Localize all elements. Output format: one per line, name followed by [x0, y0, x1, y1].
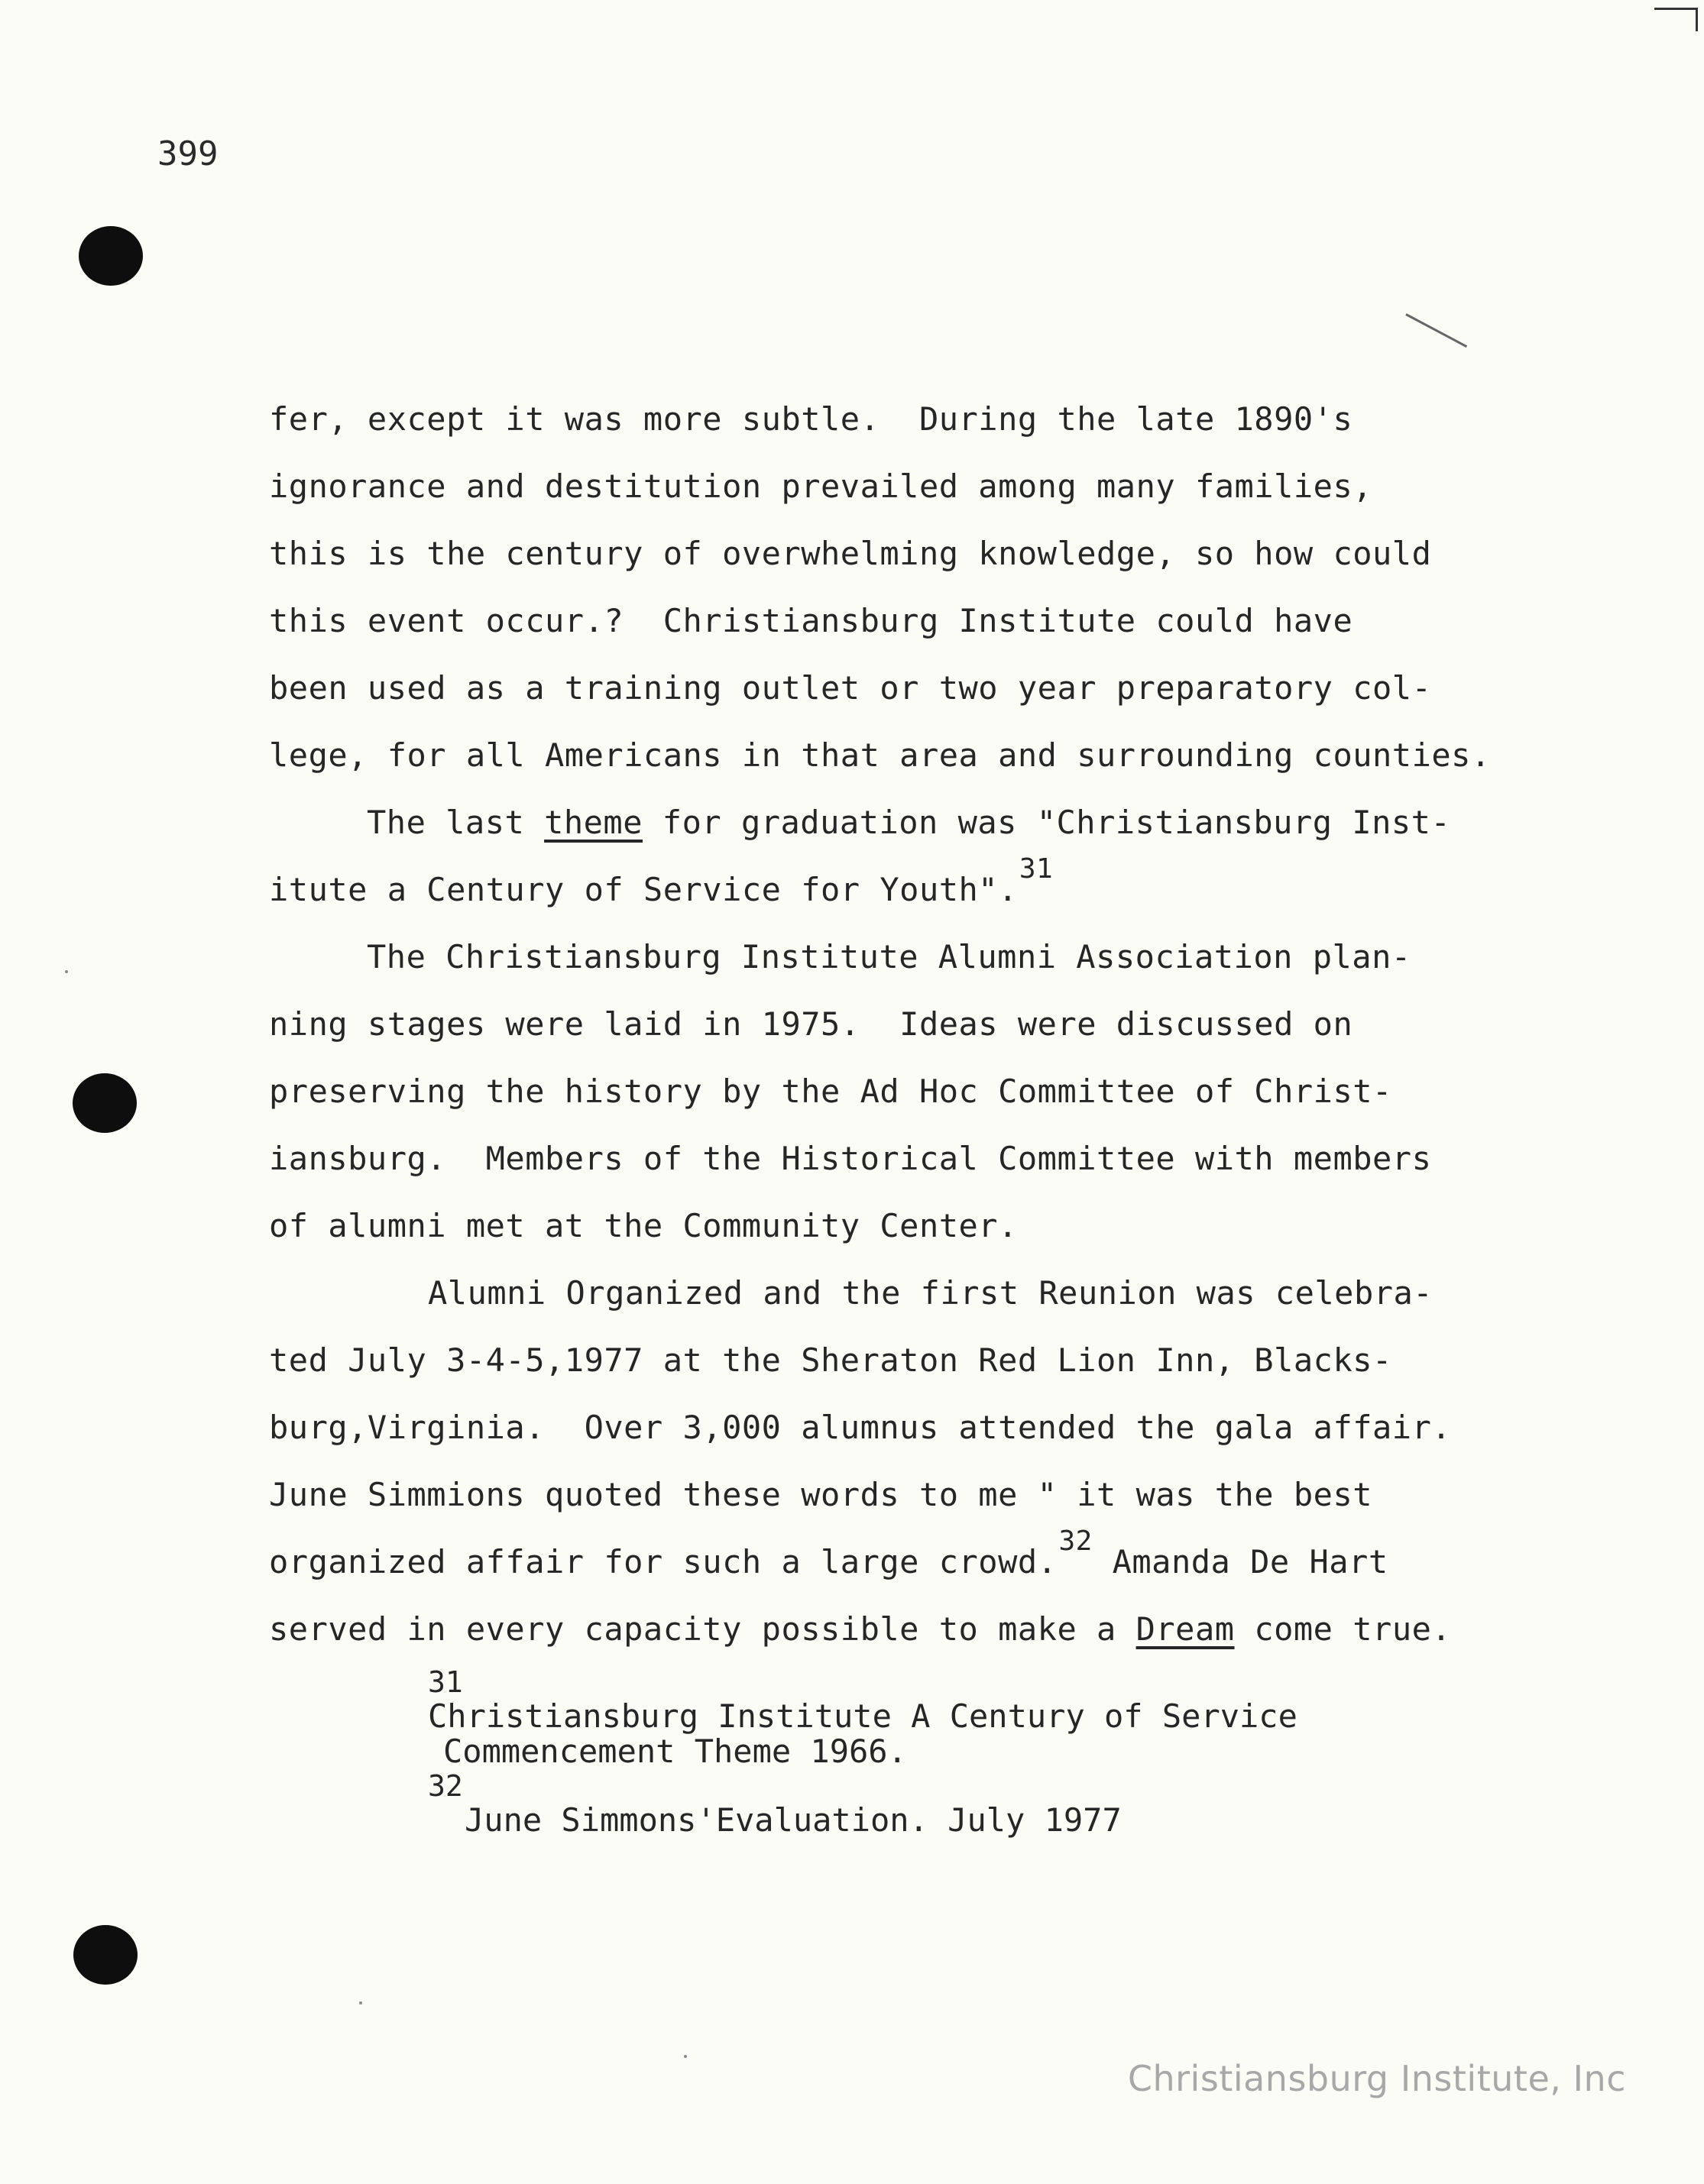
theme-text-before: The last: [367, 804, 545, 841]
final-line-before: served in every capacity possible to make a: [269, 1610, 1136, 1648]
body-line: ignorance and destitution prevailed among many families,: [269, 468, 1373, 505]
alumni-assoc-line: ning stages were laid in 1975. Ideas were discussed on: [269, 1005, 1353, 1043]
body-line: this is the century of overwhelming knowledge, so how could: [269, 535, 1432, 572]
body-line: been used as a training outlet or two year preparatory col-: [269, 669, 1432, 707]
theme-line: [269, 789, 1537, 856]
reunion-line: June Simmions quoted these words to me " it was the best: [269, 1476, 1373, 1513]
reunion-quote-before: organized affair for such a large crowd.: [269, 1543, 1058, 1581]
alumni-assoc-line: preserving the history by the Ad Hoc Committee of Christ-: [269, 1073, 1392, 1110]
punch-hole-top: [79, 226, 143, 286]
stray-pen-mark: [1405, 313, 1467, 348]
watermark: Christiansburg Institute, Inc: [1127, 2058, 1626, 2099]
body-line: lege, for all Americans in that area and surrounding counties.: [269, 736, 1491, 774]
footnote-ref-31: 31: [1019, 853, 1054, 885]
reunion-line: Alumni Organized and the first Reunion was celebra-: [428, 1274, 1433, 1312]
page-number: 399: [157, 134, 219, 173]
reunion-line: burg,Virginia. Over 3,000 alumnus attended the gala affair.: [269, 1409, 1452, 1446]
theme-text-after: for graduation was "Christiansburg Inst-: [643, 804, 1451, 841]
theme-line-2: itute a Century of Service for Youth".: [269, 871, 1018, 908]
final-line-after: come true.: [1234, 1610, 1452, 1648]
footnote-line: Christiansburg Institute A Century of Service: [428, 1697, 1297, 1735]
alumni-assoc-line: iansburg. Members of the Historical Committee with members: [269, 1140, 1432, 1177]
footnote-line: Commencement Theme 1966.: [443, 1733, 907, 1770]
footnote-ref-32: 32: [1058, 1526, 1093, 1557]
footnote-number: 32: [428, 1769, 463, 1803]
punch-hole-bottom: [73, 1925, 138, 1985]
alumni-assoc-line: of alumni met at the Community Center.: [269, 1207, 1018, 1244]
body-line: this event occur.? Christiansburg Institute could have: [269, 602, 1353, 639]
footnote-line: June Simmons'Evaluation. July 1977: [465, 1801, 1122, 1839]
reunion-quote-after: Amanda De Hart: [1092, 1543, 1388, 1581]
speck: [65, 970, 68, 973]
theme-underlined-word: theme: [544, 804, 643, 841]
dream-underlined-word: Dream: [1135, 1610, 1235, 1648]
body-line: fer, except it was more subtle. During the late 1890's: [269, 400, 1353, 438]
punch-hole-middle: [73, 1073, 137, 1133]
reunion-line: [269, 1526, 1537, 1596]
corner-mark: [1654, 8, 1698, 31]
body-text: [269, 386, 1537, 1663]
speck: [684, 2055, 687, 2058]
footnotes: [428, 1665, 1421, 1838]
footnote-number: 31: [428, 1665, 463, 1699]
reunion-line: ted July 3-4-5,1977 at the Sheraton Red Lion Inn, Blacks-: [269, 1341, 1392, 1379]
alumni-assoc-line: The Christiansburg Institute Alumni Association plan-: [367, 938, 1411, 976]
speck: [359, 2001, 362, 2004]
theme-line: [269, 853, 1537, 924]
final-line: [269, 1596, 1537, 1663]
